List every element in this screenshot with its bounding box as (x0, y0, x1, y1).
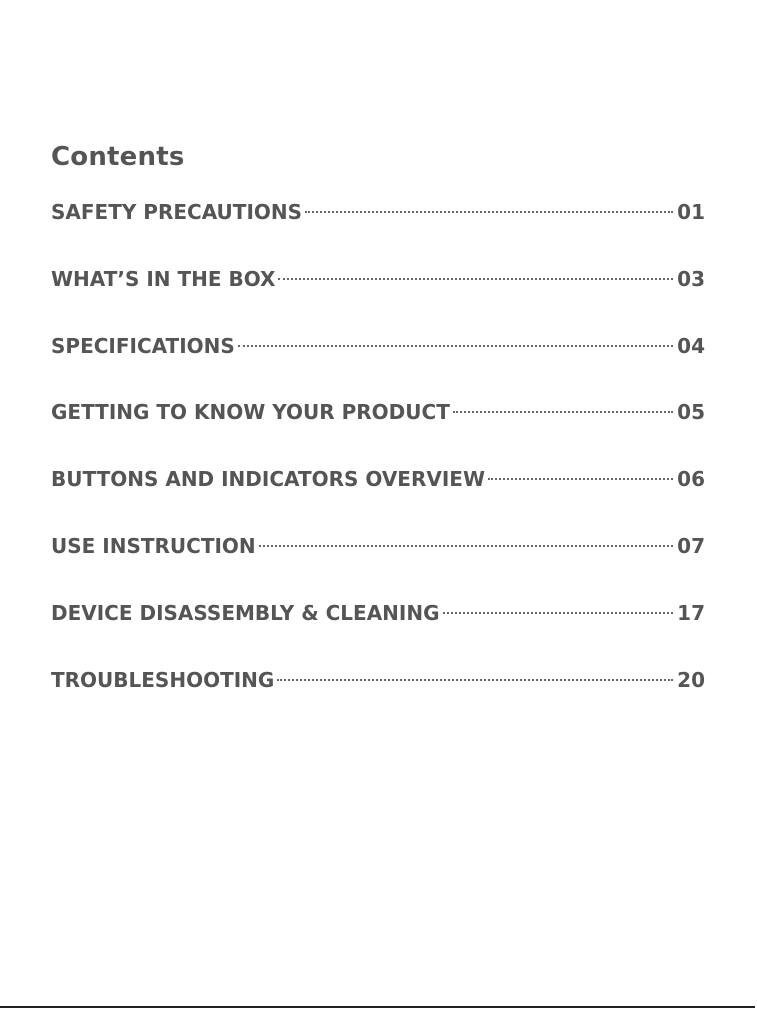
toc-entry-getting-to-know[interactable] (51, 400, 705, 467)
toc-entry-use-instruction[interactable] (51, 534, 705, 601)
toc-entry-page-number: 03 (677, 266, 705, 291)
toc-entry-label: TROUBLESHOOTING (51, 667, 275, 692)
toc-entry-label: WHAT’S IN THE BOX (51, 266, 276, 291)
toc-entry-buttons-indicators[interactable] (51, 467, 705, 534)
toc-entry-page-number: 17 (677, 600, 705, 625)
toc-entry-label: SPECIFICATIONS (51, 333, 235, 358)
toc-entry-specifications[interactable] (51, 334, 705, 401)
dot-leader (443, 612, 674, 614)
toc-entry-whats-in-the-box[interactable] (51, 267, 705, 334)
toc-entry-safety-precautions[interactable] (51, 200, 705, 267)
toc-entry-label: GETTING TO KNOW YOUR PRODUCT (51, 400, 450, 425)
page-bottom-rule (0, 1006, 755, 1008)
table-of-contents (51, 200, 705, 734)
toc-entry-page-number: 06 (677, 467, 705, 492)
toc-entry-label: USE INSTRUCTION (51, 533, 256, 558)
dot-leader (488, 478, 673, 480)
toc-entry-troubleshooting[interactable] (51, 668, 705, 735)
dot-leader (453, 411, 673, 413)
contents-heading: Contents (51, 142, 185, 172)
dot-leader (278, 278, 673, 280)
dot-leader (259, 545, 674, 547)
toc-entry-label: BUTTONS AND INDICATORS OVERVIEW (51, 467, 486, 492)
toc-entry-label: SAFETY PRECAUTIONS (51, 200, 303, 224)
toc-entry-label: DEVICE DISASSEMBLY & CLEANING (51, 600, 440, 625)
toc-entry-page-number: 07 (677, 533, 705, 558)
dot-leader (238, 345, 673, 347)
toc-entry-page-number: 20 (677, 667, 705, 692)
toc-entry-disassembly-cleaning[interactable] (51, 601, 705, 668)
toc-entry-page-number: 01 (677, 200, 705, 224)
dot-leader (305, 211, 673, 213)
toc-entry-page-number: 04 (677, 333, 705, 358)
toc-entry-page-number: 05 (677, 400, 705, 425)
dot-leader (277, 679, 673, 681)
